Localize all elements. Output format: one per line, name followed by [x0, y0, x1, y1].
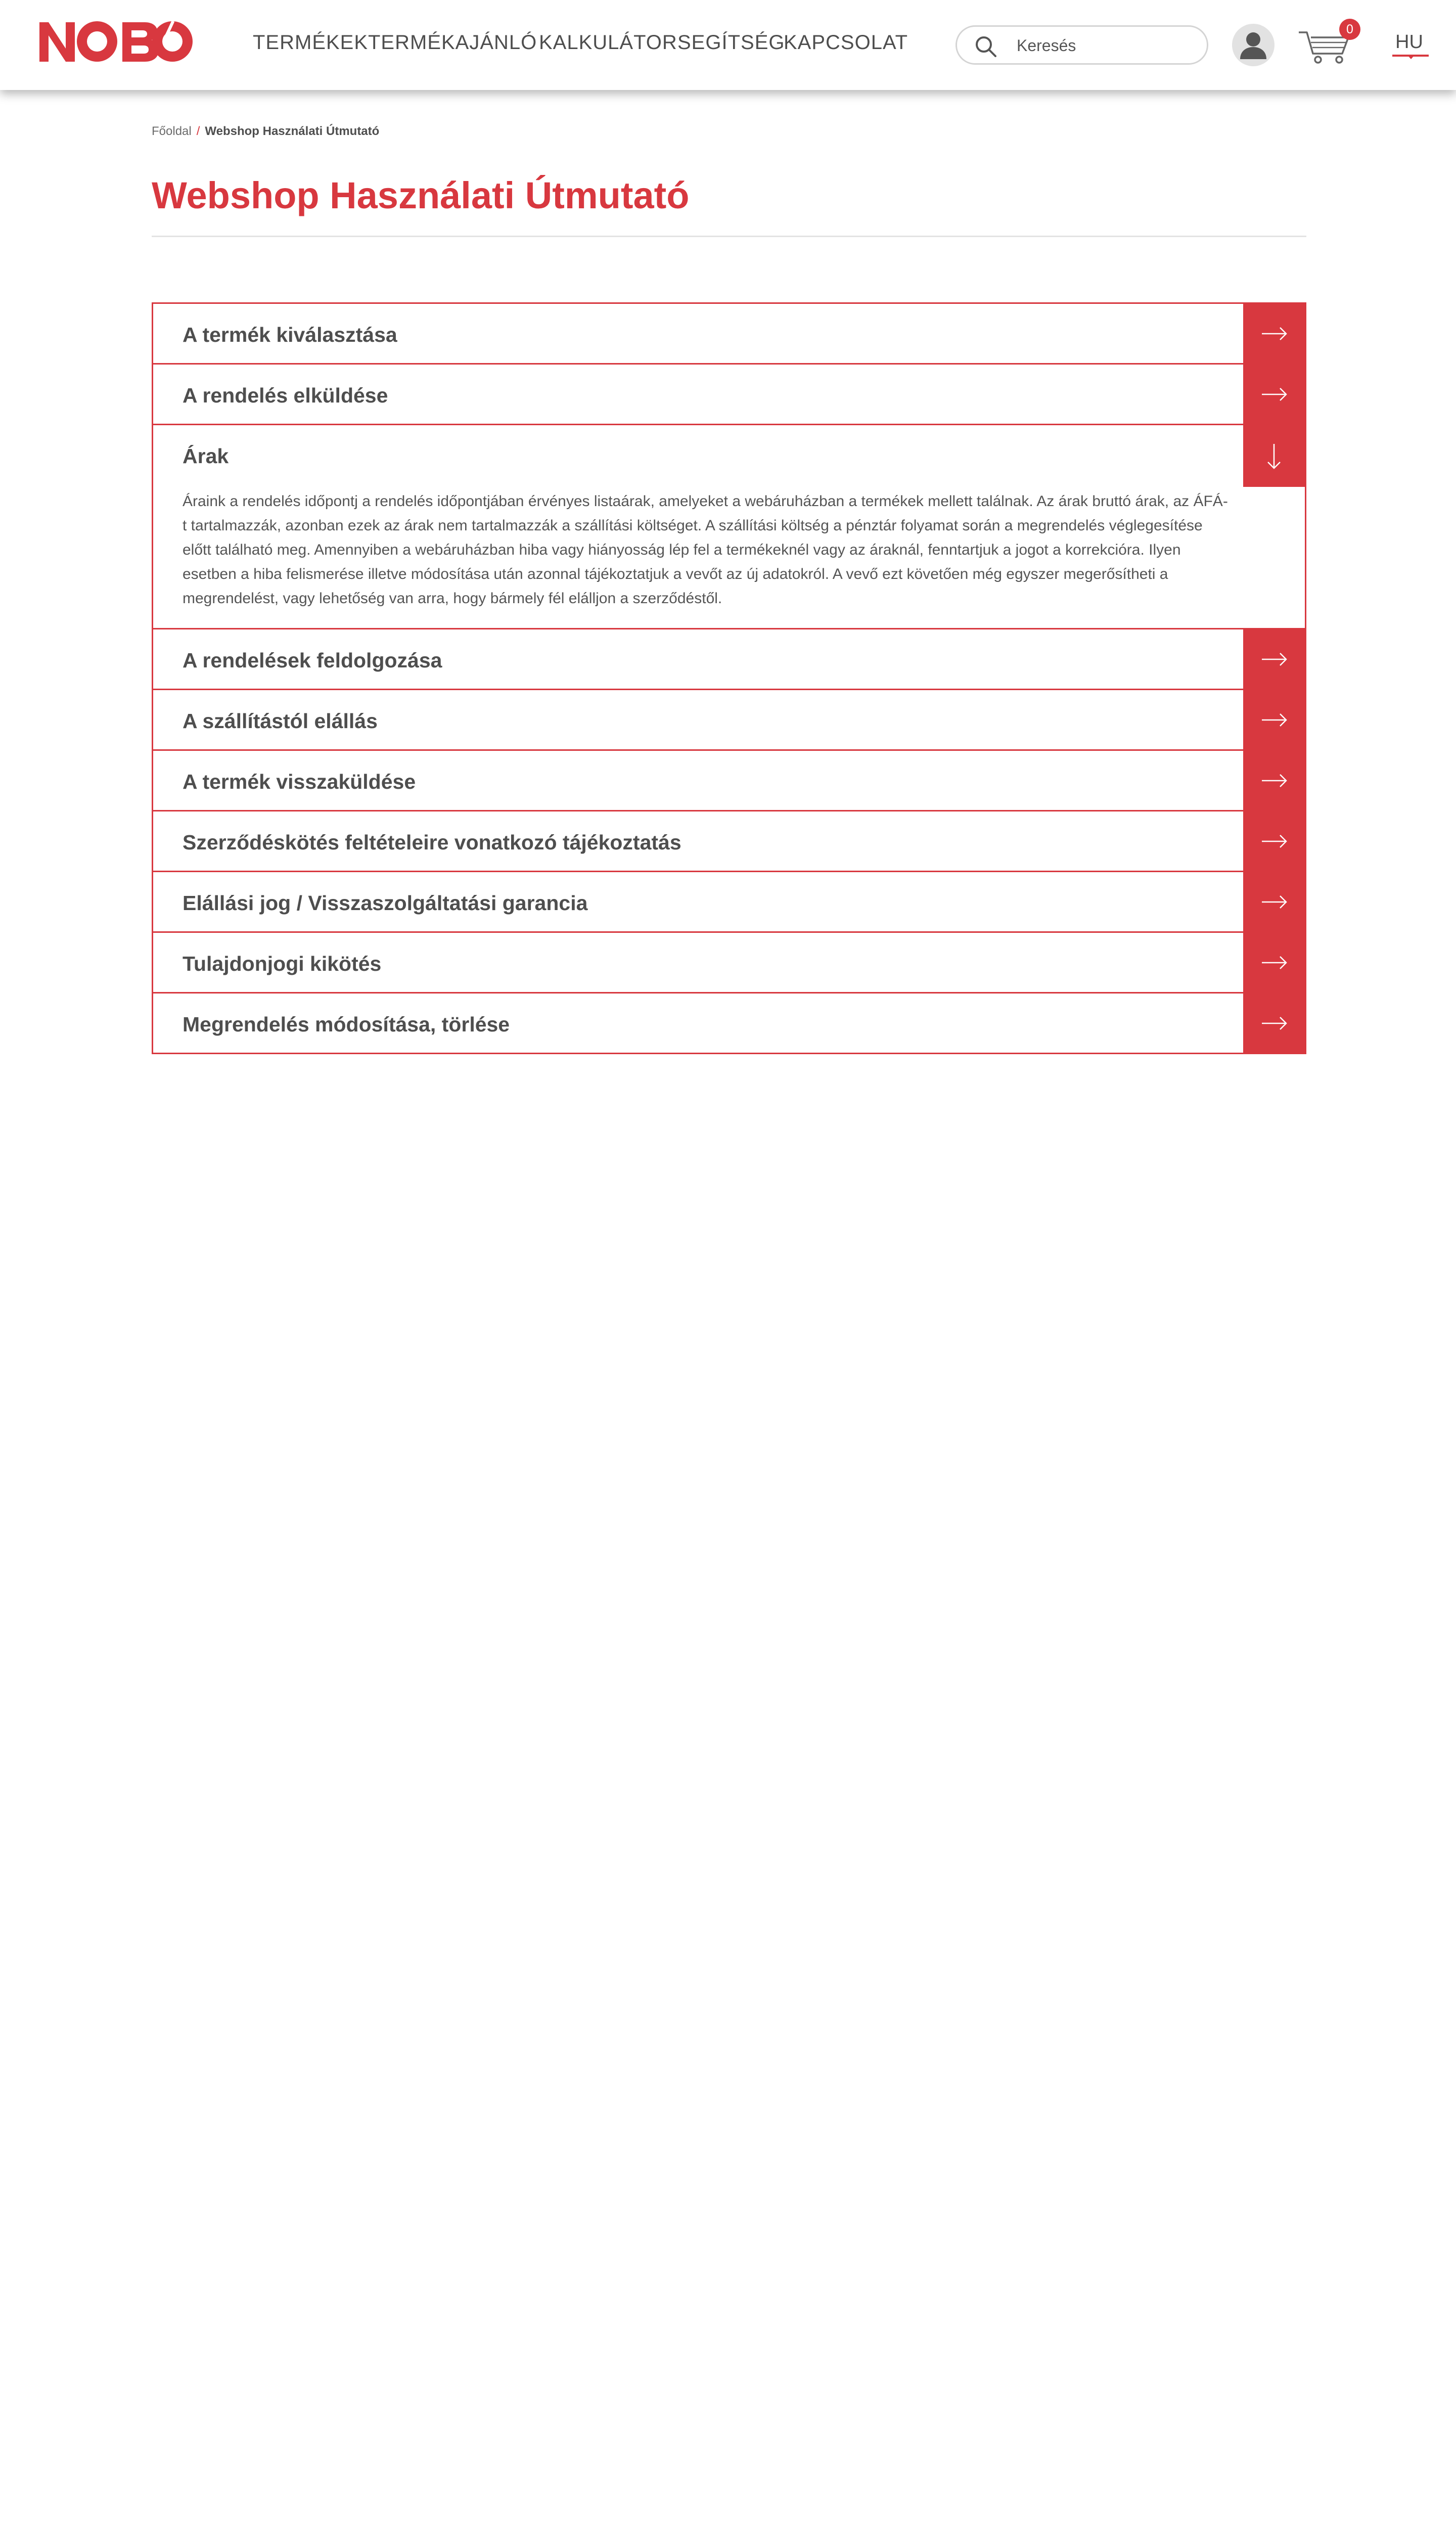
accordion-item	[153, 690, 1305, 751]
accordion-title: Tulajdonjogi kikötés	[183, 952, 382, 975]
accordion-title: Elállási jog / Visszaszolgáltatási garancia	[183, 891, 588, 915]
accordion-content: Áraink a rendelés időpontj a rendelés időpontjában érvényes listaárak, amelyeket a webáruházban a termékek mellett találnak. Az árak bruttó árak, az ÁFÁ-t tartalmazzák, azonban ezek az árak nem tartalmazzák a szállítási költséget. A szállítási költség a pénztár folyamat során a megrendelés véglegesítése előtt található meg. Amennyiben a webáruházban hiba vagy hiányosság lép fel a termékeknél vagy az áraknál, fenntartjuk a jogot a korrekcióra. Ilyen esetben a hiba felismerése illetve módosítása után azonnal tájékoztatjuk a vevőt az új adatokról. A vevő ezt követően még egyszer megerősítheti a megrendelést, vagy lehetőség van arra, hogy bármely fél elálljon a szerződéstől.	[183, 493, 1228, 607]
language-caret-icon	[1407, 55, 1415, 59]
faq-accordion	[152, 302, 1306, 1054]
page-title: Webshop Használati Útmutató	[152, 174, 690, 216]
accordion-item	[153, 994, 1305, 1054]
expand-button[interactable]	[1243, 994, 1305, 1053]
expand-button[interactable]	[1243, 365, 1305, 424]
accordion-title: A szállítástól elállás	[183, 709, 378, 733]
accordion-header[interactable]	[153, 872, 1305, 931]
search-box[interactable]	[956, 25, 1208, 65]
nobo-logo[interactable]	[39, 20, 194, 64]
breadcrumb-home-link[interactable]: Főoldal	[152, 124, 192, 138]
user-icon	[1232, 24, 1275, 66]
arrow-right-icon	[1260, 706, 1288, 734]
arrow-right-icon	[1260, 320, 1288, 348]
expand-button[interactable]	[1243, 629, 1305, 689]
accordion-title: A termék kiválasztása	[183, 323, 397, 346]
accordion-header[interactable]	[153, 811, 1305, 871]
nav-kalkulator[interactable]: KALKULÁTOR	[539, 31, 677, 54]
accordion-title: Megrendelés módosítása, törlése	[183, 1013, 510, 1036]
nav-segitseg[interactable]: SEGÍTSÉG	[677, 31, 785, 54]
expand-button[interactable]	[1243, 811, 1305, 871]
accordion-title: Szerződéskötés feltételeire vonatkozó tájékoztatás	[183, 831, 681, 854]
breadcrumb-current: Webshop Használati Útmutató	[205, 124, 380, 138]
accordion-header[interactable]	[153, 365, 1305, 424]
accordion-item	[153, 751, 1305, 811]
accordion-header[interactable]	[153, 304, 1305, 363]
accordion-item	[153, 304, 1305, 365]
expand-button[interactable]	[1243, 304, 1305, 363]
arrow-right-icon	[1260, 949, 1288, 977]
accordion-item	[153, 872, 1305, 933]
breadcrumb-separator: /	[196, 124, 200, 138]
accordion-item	[153, 933, 1305, 994]
arrow-right-icon	[1260, 766, 1288, 795]
accordion-header[interactable]	[153, 933, 1305, 992]
expand-button[interactable]	[1243, 872, 1305, 931]
expand-button[interactable]	[1243, 933, 1305, 992]
search-input[interactable]	[1016, 33, 1198, 58]
accordion-header[interactable]	[153, 425, 1305, 484]
nav-kapcsolat[interactable]: KAPCSOLAT	[784, 31, 908, 54]
user-account-button[interactable]	[1232, 24, 1275, 66]
accordion-item	[153, 365, 1305, 425]
cart-count-badge: 0	[1339, 19, 1360, 40]
accordion-title: A termék visszaküldése	[183, 770, 416, 793]
accordion-title: A rendelések feldolgozása	[183, 649, 442, 672]
title-divider	[152, 236, 1306, 237]
accordion-header[interactable]	[153, 994, 1305, 1053]
arrow-right-icon	[1260, 645, 1288, 673]
search-icon[interactable]	[974, 35, 997, 58]
language-selector[interactable]: HU	[1395, 31, 1423, 53]
arrow-right-icon	[1260, 827, 1288, 855]
arrow-right-icon	[1260, 888, 1288, 916]
breadcrumb	[152, 124, 379, 139]
accordion-item	[153, 811, 1305, 872]
accordion-header[interactable]	[153, 751, 1305, 810]
arrow-right-icon	[1260, 380, 1288, 409]
site-header	[0, 0, 1456, 90]
nav-termekajanlo[interactable]: TERMÉKAJÁNLÓ	[368, 31, 537, 54]
accordion-title: A rendelés elküldése	[183, 384, 388, 407]
expand-button[interactable]	[1243, 751, 1305, 810]
accordion-item-open	[153, 425, 1305, 629]
nav-termekek[interactable]: TERMÉKEK	[253, 31, 369, 54]
arrow-right-icon	[1260, 1009, 1288, 1037]
collapse-button[interactable]	[1243, 425, 1305, 487]
accordion-header[interactable]	[153, 690, 1305, 749]
accordion-title: Árak	[183, 444, 229, 468]
expand-button[interactable]	[1243, 690, 1305, 749]
accordion-item	[153, 629, 1305, 690]
arrow-down-icon	[1260, 442, 1288, 470]
accordion-header[interactable]	[153, 629, 1305, 689]
